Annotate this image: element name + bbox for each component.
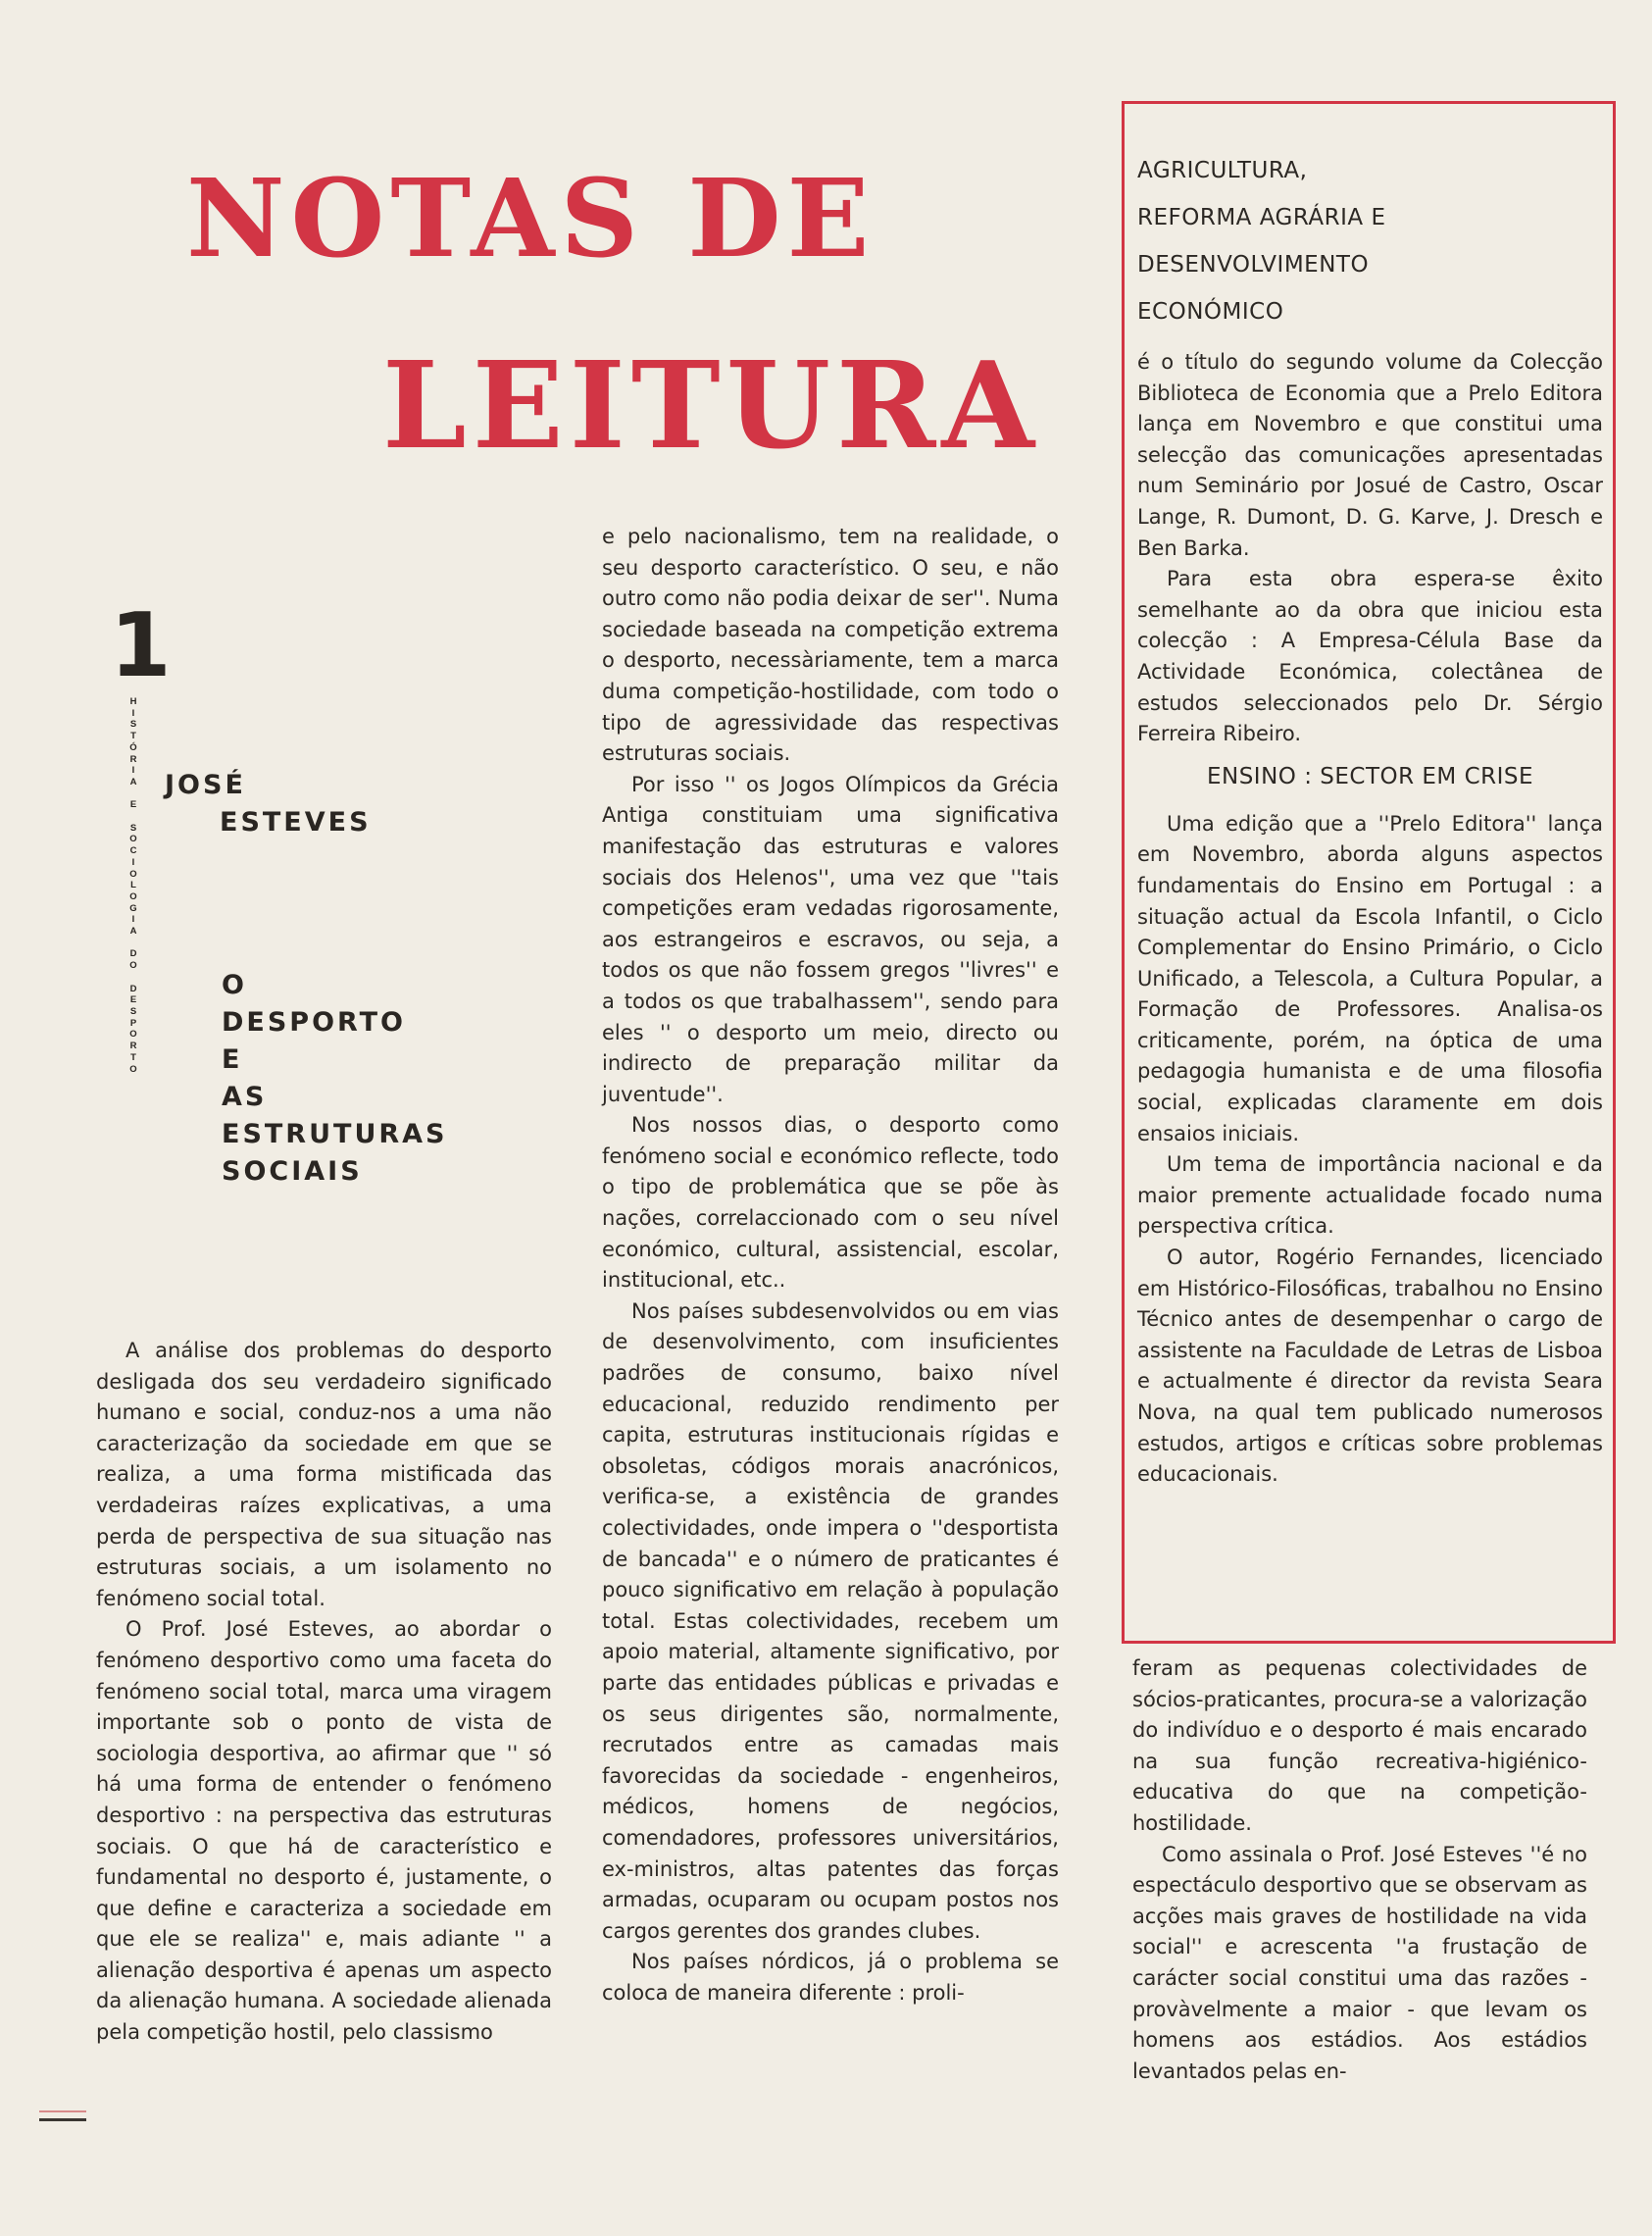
paragraph: Para esta obra espera-se êxito semelhante ao da obra que iniciou esta colecção : A Empresa-Célula Base da Actividade Económica, colectânea de estudos seleccionados pelo Dr. Sérgio Ferreira Ribeiro. bbox=[1137, 567, 1603, 746]
chapter-vertical-label bbox=[125, 696, 141, 1075]
subtitle-line: E bbox=[222, 1044, 243, 1075]
vertical-letter: H bbox=[129, 696, 137, 707]
box-text-1 bbox=[1137, 347, 1603, 750]
book-notes-box bbox=[1122, 101, 1616, 1644]
vertical-letter: T bbox=[130, 731, 136, 742]
subtitle-line: AS bbox=[222, 1082, 268, 1112]
vertical-letter: R bbox=[129, 753, 137, 765]
vertical-letter: I bbox=[131, 765, 135, 777]
vertical-letter bbox=[125, 811, 141, 823]
paragraph: Um tema de importância nacional e da maior premente actualidade focado numa perspectiva crítica. bbox=[1137, 1152, 1603, 1239]
vertical-letter: E bbox=[129, 799, 137, 811]
subtitle-line: SOCIAIS bbox=[222, 1156, 363, 1187]
vertical-letter: S bbox=[129, 1005, 137, 1017]
article-subtitle bbox=[222, 967, 448, 1191]
vertical-letter: S bbox=[129, 822, 137, 834]
page-title-line-2: LEITURA bbox=[382, 334, 1041, 476]
vertical-letter: I bbox=[131, 914, 135, 926]
vertical-letter: I bbox=[131, 856, 135, 868]
chapter-number: 1 bbox=[110, 594, 172, 697]
print-mark bbox=[39, 2110, 86, 2112]
subtitle-line: DESPORTO bbox=[222, 1007, 406, 1038]
vertical-letter: O bbox=[129, 1063, 137, 1075]
vertical-letter: D bbox=[129, 983, 137, 994]
vertical-letter: C bbox=[129, 845, 137, 857]
vertical-letter: R bbox=[129, 1041, 137, 1052]
vertical-letter: O bbox=[129, 1029, 137, 1041]
vertical-letter: O bbox=[129, 960, 137, 972]
vertical-letter bbox=[125, 972, 141, 984]
paragraph: A análise dos problemas do desporto desligada dos seu verdadeiro significado humano e social, conduz-nos a uma não caracterização da sociedade em que se realiza, a uma forma mistificada das verdadeiras raízes explicativas, a uma perda de perspectiva de sua situação nas estruturas sociais, a um isolamento no fenómeno social total. bbox=[96, 1339, 552, 1610]
paragraph: O Prof. José Esteves, ao abordar o fenómeno desportivo como uma faceta do fenómeno social total, marca uma viragem importante sob o ponto de vista de sociologia desportiva, ao afirmar que '' só há uma forma de entender o fenómeno desportivo : na perspectiva das estruturas sociais. O que há de característico e fundamental no desporto é, justamente, o que define e caracteriza a sociedade em que ele se realiza'' e, mais adiante '' a alienação desportiva é apenas um aspecto da alienação humana. A sociedade alienada pela competição hostil, pelo classismo bbox=[96, 1617, 552, 2045]
box-heading-line: DESENVOLVIMENTO bbox=[1137, 252, 1370, 278]
vertical-letter: A bbox=[129, 926, 137, 938]
box-text-2 bbox=[1137, 809, 1603, 1491]
vertical-letter: S bbox=[129, 719, 137, 731]
paragraph: Uma edição que a ''Prelo Editora'' lança em Novembro, aborda alguns aspectos fundamentais do Ensino em Portugal : a situação actual da Escola Infantil, o Ciclo Complementar do Ensino Primário, o Ciclo Unificado, a Telescola, a Cultura Popular, a Formação de Professores. Analisa-os criticamente, porém, na óptica de uma pedagogia humanista e de uma filosofia social, explicadas claramente em dois ensaios iniciais. bbox=[1137, 811, 1603, 1145]
paragraph: Por isso '' os Jogos Olímpicos da Grécia Antiga constituiam uma significativa manifestação das estruturas e valores sociais dos Helenos'', uma vez que ''tais competições eram vedadas rigorosamente, aos estrangeiros e escravos, ou seja, a todos os que não fossem gregos ''livres'' e a todos os que trabalhassem'', sendo para eles '' o desporto um meio, directo ou indirecto de preparação militar da juventude''. bbox=[602, 772, 1059, 1106]
box-heading-line: AGRICULTURA, bbox=[1137, 158, 1308, 183]
vertical-letter: O bbox=[129, 868, 137, 880]
print-mark bbox=[39, 2118, 86, 2121]
vertical-letter bbox=[125, 938, 141, 949]
vertical-letter: A bbox=[129, 776, 137, 788]
box-heading-line: REFORMA AGRÁRIA E bbox=[1137, 205, 1386, 230]
paragraph: Nos países nórdicos, já o problema se coloca de maneira diferente : proli- bbox=[602, 1950, 1059, 2005]
paragraph: feram as pequenas colectividades de sócios-praticantes, procura-se a valorização do indivíduo e o desporto é mais encarado na sua função recreativa-higiénico-educativa do que na competição-hostilidade. bbox=[1132, 1656, 1587, 1835]
article-column-1 bbox=[96, 1336, 552, 2049]
vertical-letter: E bbox=[129, 994, 137, 1006]
author-name bbox=[165, 767, 372, 841]
subtitle-line: ESTRUTURAS bbox=[222, 1119, 448, 1149]
vertical-letter: L bbox=[130, 880, 136, 891]
paragraph: Nos nossos dias, o desporto como fenómeno social e económico reflecte, todo o tipo de problemática que se põe às nações, correlaccionado com o seu nível económico, cultural, assistencial, escolar, institucional, etc.. bbox=[602, 1113, 1059, 1293]
author-last-name: ESTEVES bbox=[220, 807, 372, 838]
vertical-letter: O bbox=[129, 834, 137, 845]
box-heading bbox=[1137, 147, 1603, 335]
paragraph: O autor, Rogério Fernandes, licenciado em Histórico-Filosóficas, trabalhou no Ensino Técnico antes de desempenhar o cargo de assistente na Faculdade de Letras de Lisboa e actualmente é director da revista Seara Nova, na qual tem publicado numerosos estudos, artigos e críticas sobre problemas educacionais. bbox=[1137, 1245, 1603, 1487]
vertical-letter: O bbox=[129, 890, 137, 902]
subtitle-line: O bbox=[222, 970, 247, 1000]
article-column-3 bbox=[1132, 1653, 1587, 2087]
vertical-letter: P bbox=[129, 1017, 137, 1029]
paragraph: é o título do segundo volume da Colecção Biblioteca de Economia que a Prelo Editora lança em Novembro e que constitui uma selecção das comunicações apresentadas num Seminário por Josué de Castro, Oscar Lange, R. Dumont, D. G. Karve, J. Dresch e Ben Barka. bbox=[1137, 350, 1603, 560]
vertical-letter: G bbox=[129, 902, 137, 914]
article-column-2 bbox=[602, 522, 1059, 2009]
page-title-line-1: NOTAS DE bbox=[186, 155, 876, 281]
author-first-name: JOSÉ bbox=[165, 770, 246, 800]
box-subheading: ENSINO : SECTOR EM CRISE bbox=[1206, 763, 1534, 789]
box-heading-line: ECONÓMICO bbox=[1137, 299, 1284, 325]
vertical-letter: I bbox=[131, 707, 135, 719]
vertical-letter: Ó bbox=[129, 741, 137, 753]
paragraph: Nos países subdesenvolvidos ou em vias de desenvolvimento, com insuficientes padrões de consumo, baixo nível educacional, reduzido rendimento per capita, estruturas institucionais rígidas e obsoletas, códigos morais anacrónicos, verifica-se, a existência de grandes colectividades, onde impera o ''desportista de bancada'' e o número de praticantes é pouco significativo em relação à população total. Estas colectividades, recebem um apoio material, altamente significativo, por parte das entidades públicas e privadas e os seus dirigentes são, normalmente, recrutados entre as camadas mais favorecidas da sociedade - engenheiros, médicos, homens de negócios, comendadores, professores universitários, ex-ministros, altas patentes das forças armadas, ocuparam ou ocupam postos nos cargos gerentes dos grandes clubes. bbox=[602, 1298, 1059, 1943]
vertical-letter: T bbox=[130, 1051, 136, 1063]
paragraph: e pelo nacionalismo, tem na realidade, o seu desporto característico. O seu, e não outro como não podia deixar de ser''. Numa sociedade baseada na competição extrema o desporto, necessàriamente, tem a marca duma competição-hostilidade, com todo o tipo de agressividade das respectivas estruturas sociais. bbox=[602, 525, 1059, 766]
paragraph: Como assinala o Prof. José Esteves ''é no espectáculo desportivo que se observam as acções mais graves de hostilidade na vida social'' e acrescenta ''a frustação de carácter social constitui uma das razões - provàvelmente a maior - que levam os homens aos estádios. Aos estádios levantados pelas en- bbox=[1132, 1842, 1587, 2083]
vertical-letter: D bbox=[129, 948, 137, 960]
vertical-letter bbox=[125, 788, 141, 800]
